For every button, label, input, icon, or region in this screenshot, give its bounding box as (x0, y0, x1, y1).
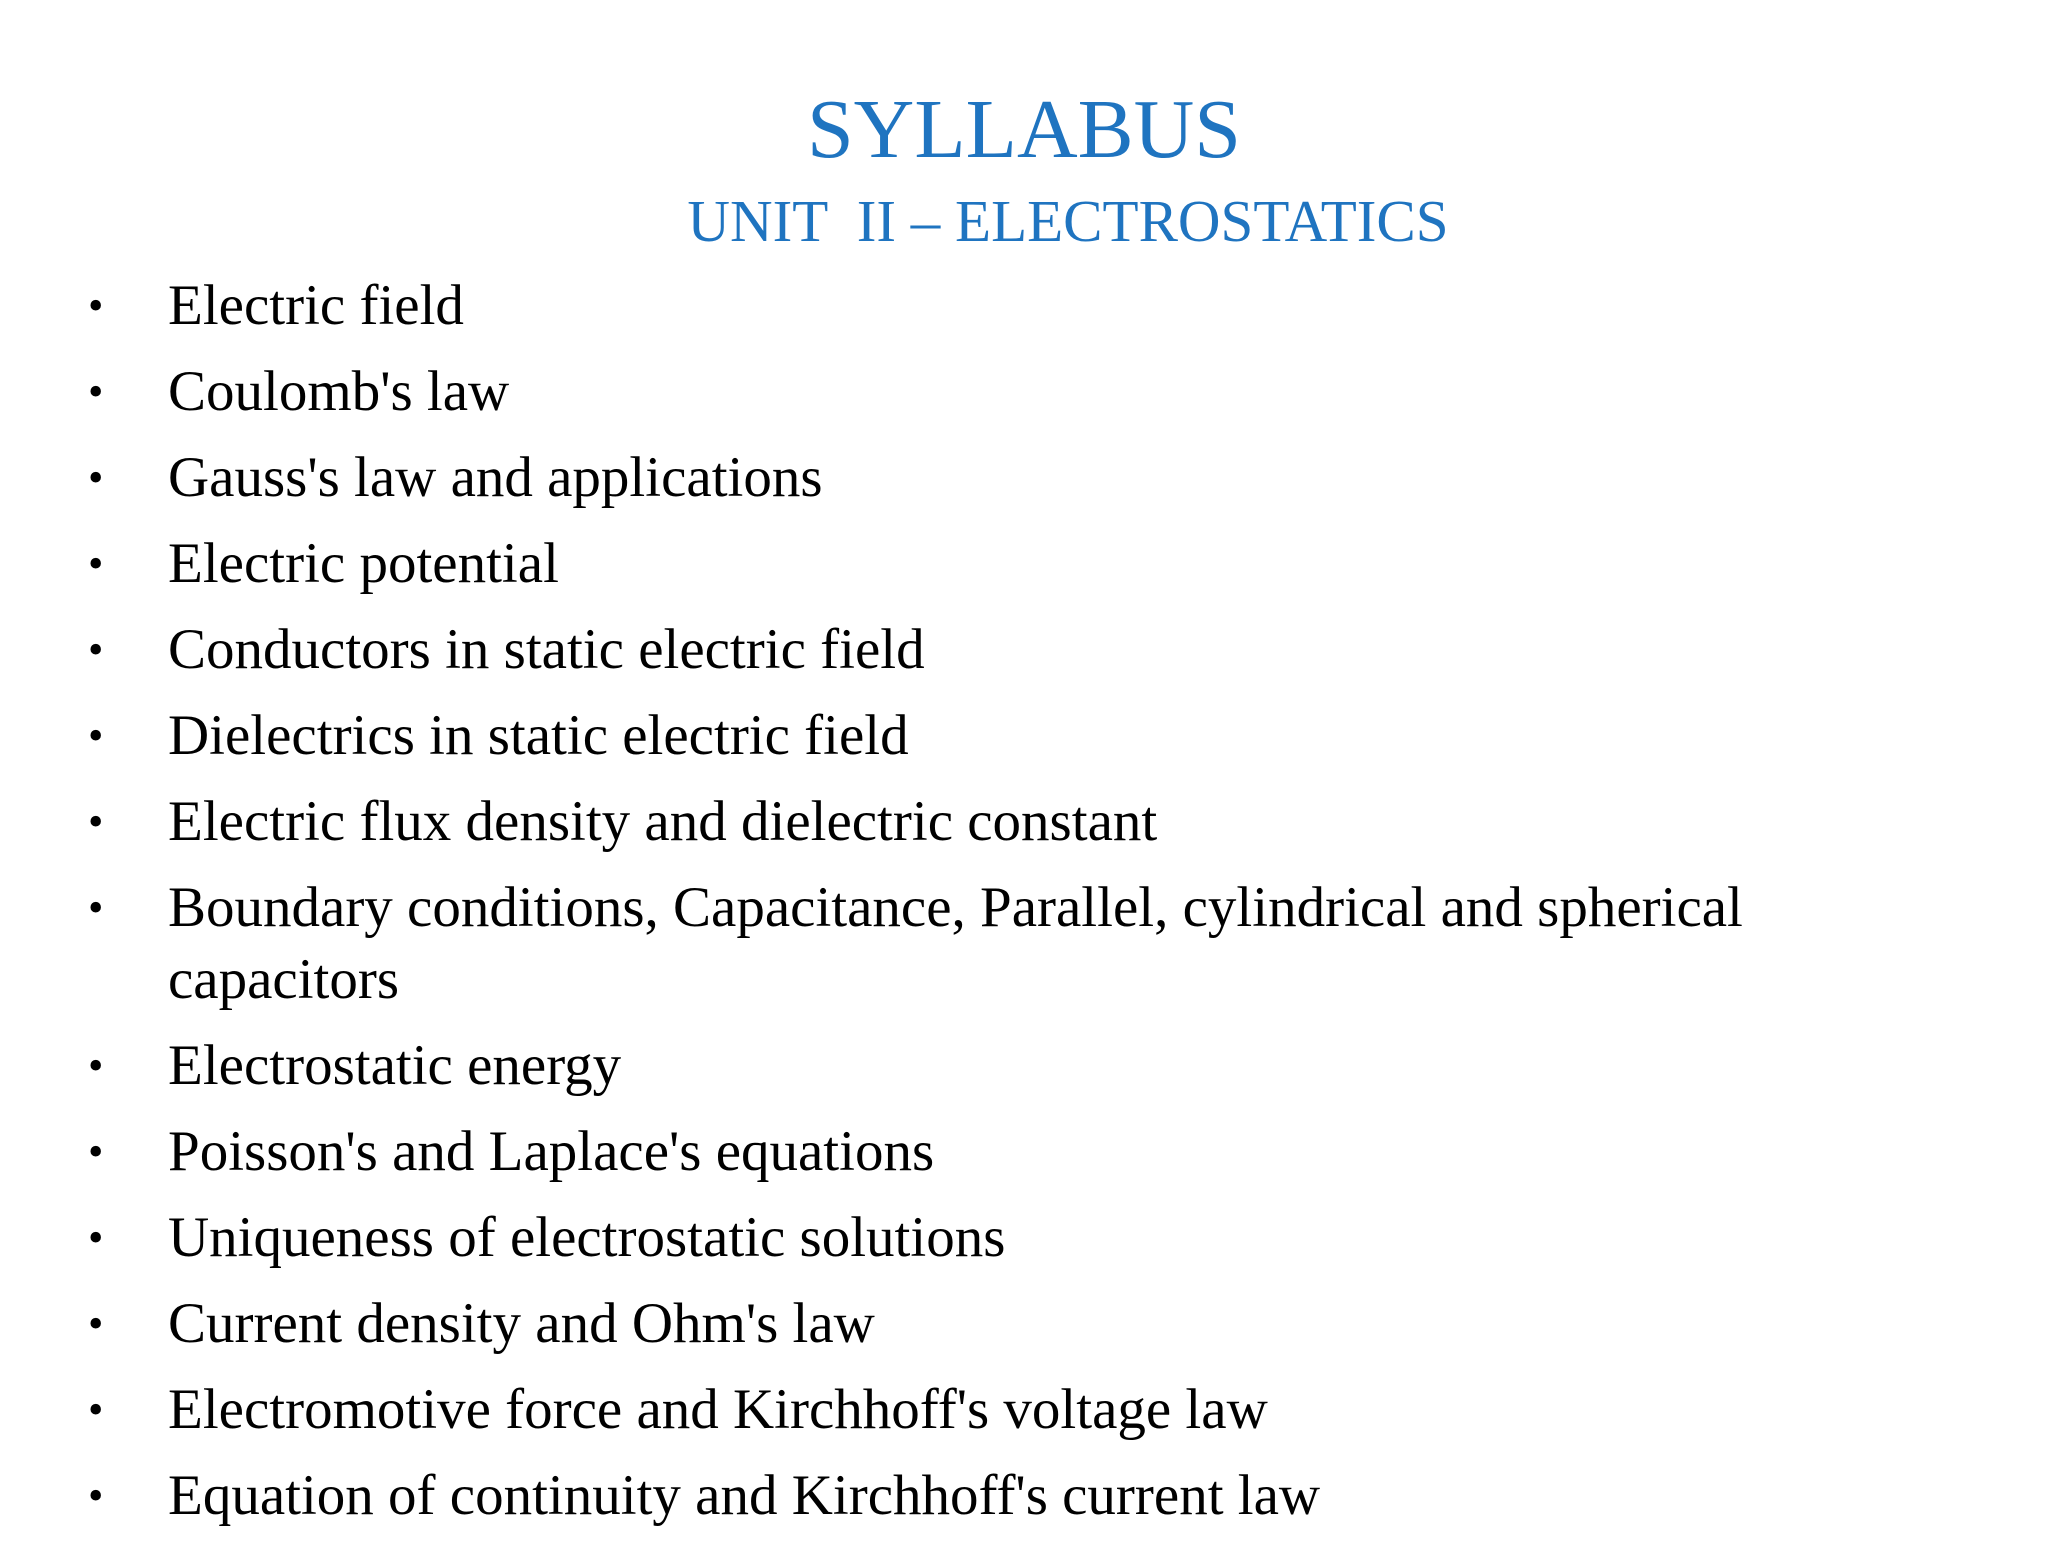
list-item (88, 1116, 1988, 1188)
bullet-icon: • (88, 1213, 104, 1262)
bullet-icon: • (88, 797, 104, 846)
topic-list (88, 270, 1988, 1546)
bullet-icon: • (88, 539, 104, 588)
topic-text: Electric flux density and dielectric constant (168, 790, 1158, 853)
bullet-icon: • (88, 1127, 104, 1176)
bullet-icon: • (88, 281, 104, 330)
bullet-icon: • (88, 1385, 104, 1434)
list-item (88, 356, 1988, 428)
bullet-icon: • (88, 367, 104, 416)
list-item (88, 1030, 1988, 1102)
topic-text: Uniqueness of electrostatic solutions (168, 1206, 1006, 1269)
topic-text: Dielectrics in static electric field (168, 704, 909, 767)
list-item (88, 700, 1988, 772)
list-item (88, 614, 1988, 686)
list-item (88, 1460, 1988, 1532)
topic-text: Electrostatic energy (168, 1034, 622, 1097)
bullet-icon: • (88, 711, 104, 760)
bullet-icon: • (88, 1299, 104, 1348)
list-item (88, 270, 1988, 342)
bullet-icon: • (88, 453, 104, 502)
list-item (88, 1374, 1988, 1446)
topic-text: Poisson's and Laplace's equations (168, 1120, 935, 1183)
list-item (88, 528, 1988, 600)
list-item (88, 1202, 1988, 1274)
list-item (88, 786, 1988, 858)
topic-text: Boundary conditions, Capacitance, Parallel, cylindrical and spherical capacitors (168, 876, 1743, 1011)
topic-text: Gauss's law and applications (168, 446, 823, 509)
list-item (88, 442, 1988, 514)
topic-text: Coulomb's law (168, 360, 510, 423)
topic-text: Electromotive force and Kirchhoff's voltage law (168, 1378, 1268, 1441)
topic-text: Equation of continuity and Kirchhoff's current law (168, 1464, 1321, 1527)
topic-text: Conductors in static electric field (168, 618, 925, 681)
bullet-icon: • (88, 1041, 104, 1090)
topic-text: Electric potential (168, 532, 559, 595)
slide-title: SYLLABUS (806, 83, 1242, 176)
topic-text: Electric field (168, 274, 464, 337)
bullet-icon: • (88, 1471, 104, 1520)
bullet-icon: • (88, 883, 104, 932)
unit-subtitle: UNIT II – ELECTROSTATICS (687, 188, 1449, 254)
list-item (88, 1288, 1988, 1360)
list-item (88, 872, 1988, 1016)
bullet-icon: • (88, 625, 104, 674)
topic-text: Current density and Ohm's law (168, 1292, 875, 1355)
